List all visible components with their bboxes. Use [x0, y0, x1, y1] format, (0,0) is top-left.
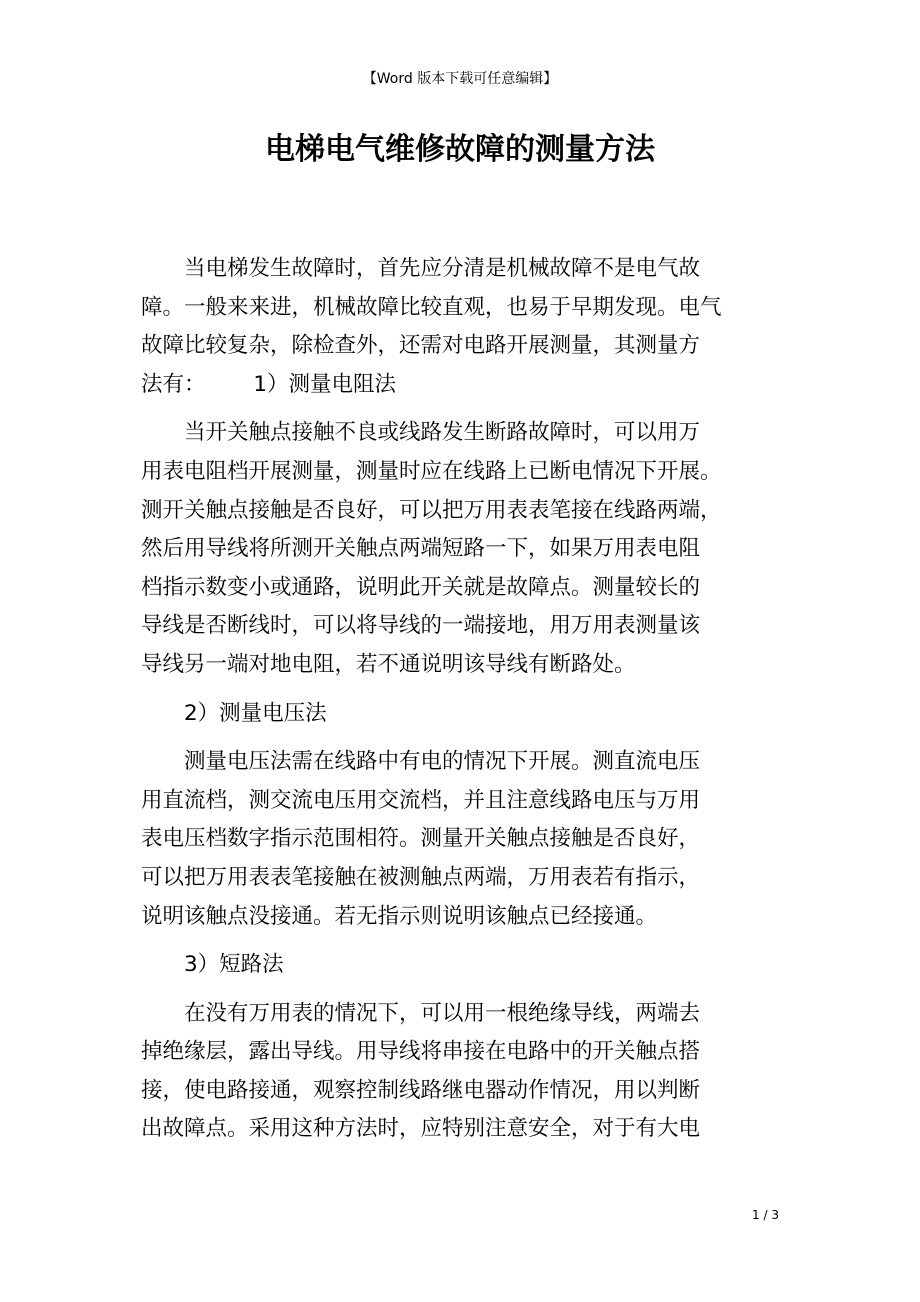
document-title: 电梯电气维修故障的测量方法 [265, 132, 655, 167]
download-banner: 【Word 版本下载可任意编辑】 [362, 71, 558, 87]
text-line: 用表电阻档开展测量，测量时应在线路上已断电情况下开展。 [141, 458, 722, 484]
heading-short-circuit-method [141, 946, 781, 985]
text-line: 当电梯发生故障时，首先应分清是机械故障不是电气故 [184, 256, 701, 281]
text-line: 出故障点。采用这种方法时，应特别注意安全，对于有大电 [141, 1116, 701, 1142]
text-line: 在没有万用表的情况下，可以用一根绝缘导线，两端去 [184, 1000, 701, 1026]
paragraph-resistance-method [141, 414, 781, 684]
text-line: 掉绝缘层，露出导线。用导线将串接在电路中的开关触点搭 [141, 1039, 701, 1065]
heading-voltage-method [141, 695, 781, 734]
text-line: 说明该触点没接通。若无指示则说明该触点已经接通。 [141, 903, 658, 929]
text-line: 测量电压法需在线路中有电的情况下开展。测直流电压 [184, 749, 701, 775]
text-line: 然后用导线将所测开关触点两端短路一下，如果万用表电阻 [141, 536, 701, 562]
text-line: 表电压档数字指示范围相符。测量开关触点接触是否良好， [141, 826, 701, 852]
text-line: 故障比较复杂，除检查外，还需对电路开展测量，其测量方 [141, 333, 701, 359]
section-heading: 3）短路法 [184, 952, 284, 978]
paragraph-short-circuit-method [141, 995, 781, 1149]
page-number: 1 / 3 [752, 1208, 779, 1222]
document-body [141, 250, 781, 1159]
text-line: 用直流档，测交流电压用交流档，并且注意线路电压与万用 [141, 787, 701, 813]
text-line: 导线另一端对地电阻，若不通说明该导线有断路处。 [141, 651, 636, 677]
paragraph-intro [141, 250, 781, 404]
text-line: 可以把万用表表笔接触在被测触点两端，万用表若有指示， [141, 864, 701, 890]
text-line: 障。一般来来进，机械故障比较直观，也易于早期发现。电气 [141, 294, 722, 320]
text-line: 接，使电路接通，观察控制线路继电器动作情况，用以判断 [141, 1077, 701, 1103]
text-line: 当开关触点接触不良或线路发生断路故障时，可以用万 [184, 420, 701, 446]
paragraph-voltage-method [141, 743, 781, 936]
text-line: 导线是否断线时，可以将导线的一端接地，用万用表测量该 [141, 613, 701, 639]
section-heading: 2）测量电压法 [184, 700, 327, 726]
text-line: 档指示数变小或通路，说明此开关就是故障点。测量较长的 [141, 574, 701, 600]
text-line: 测开关触点接触是否良好，可以把万用表表笔接在线路两端， [141, 497, 722, 523]
text-line: 法有： 1）测量电阻法 [141, 371, 397, 397]
